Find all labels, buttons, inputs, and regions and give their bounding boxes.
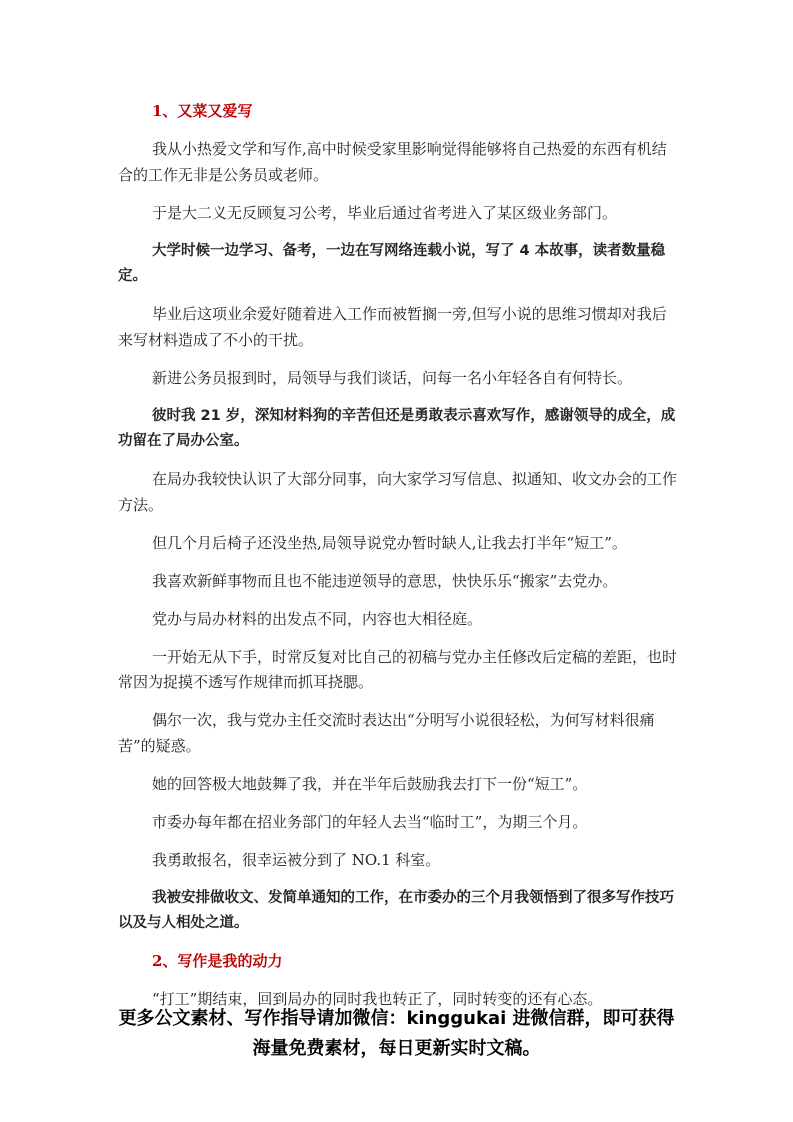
- article-body: [118, 99, 678, 1013]
- paragraph: 在局办我较快认识了大部分同事，向大家学习写信息、拟通知、收文办会的工作方法。: [118, 470, 678, 514]
- section-heading-2: 2、写作是我的动力: [152, 952, 283, 970]
- promo-line-2: 海量免费素材，每日更新实时文稿。: [252, 1038, 541, 1059]
- paragraph: 我勇敢报名，很幸运被分到了 NO.1 科室。: [152, 850, 441, 869]
- paragraph: “打工”期结束，回到局办的同时我也转正了，同时转变的还有心态。: [152, 990, 603, 1008]
- paragraph: 我从小热爱文学和写作,高中时候受家里影响觉得能够将自己热爱的东西有机结合的工作无非是公务员或老师。: [118, 140, 667, 184]
- paragraph: 一开始无从下手，时常反复对比自己的初稿与党办主任修改后定稿的差距，也时常因为捉摸不透写作规律而抓耳挠腮。: [118, 647, 678, 691]
- paragraph-bold: 我被安排做收文、发简单通知的工作，在市委办的三个月我领悟到了很多写作技巧以及与人相处之道。: [118, 889, 674, 931]
- paragraph-bold: 大学时候一边学习、备考，一边在写网络连载小说，写了 4 本故事，读者数量稳定。: [118, 242, 666, 284]
- paragraph: 党办与局办材料的出发点不同，内容也大相径庭。: [152, 609, 483, 628]
- paragraph: 市委办每年都在招业务部门的年轻人去当“临时工”，为期三个月。: [152, 812, 588, 831]
- paragraph: 新进公务员报到时，局领导与我们谈话，问每一名小年轻各自有何特长。: [152, 368, 633, 387]
- paragraph: 毕业后这项业余爱好随着进入工作而被暂搁一旁,但写小说的思维习惯却对我后来写材料造成了不小的干扰。: [118, 305, 667, 349]
- paragraph: 偶尔一次，我与党办主任交流时表达出“分明写小说很轻松，为何写材料很痛苦”的疑惑。: [118, 711, 655, 755]
- section-heading-1: 1、又菜又爱写: [152, 102, 253, 120]
- promo-footer: [100, 1004, 693, 1064]
- paragraph: 但几个月后椅子还没坐热,局领导说党办暂时缺人,让我去打半年“短工”。: [152, 533, 627, 552]
- paragraph: 我喜欢新鲜事物而且也不能违逆领导的意思，快快乐乐“搬家”去党办。: [152, 571, 618, 590]
- paragraph-bold: 彼时我 21 岁，深知材料狗的辛苦但还是勇敢表示喜欢写作，感谢领导的成全，成功留在了局办公室。: [118, 407, 676, 449]
- paragraph: 她的回答极大地鼓舞了我，并在半年后鼓励我去打下一份“短工”。: [152, 774, 588, 793]
- paragraph: 于是大二义无反顾复习公考，毕业后通过省考进入了某区级业务部门。: [152, 203, 618, 222]
- promo-line-1: 更多公文素材、写作指导请加微信：kinggukai 进微信群，即可获得: [118, 1008, 675, 1029]
